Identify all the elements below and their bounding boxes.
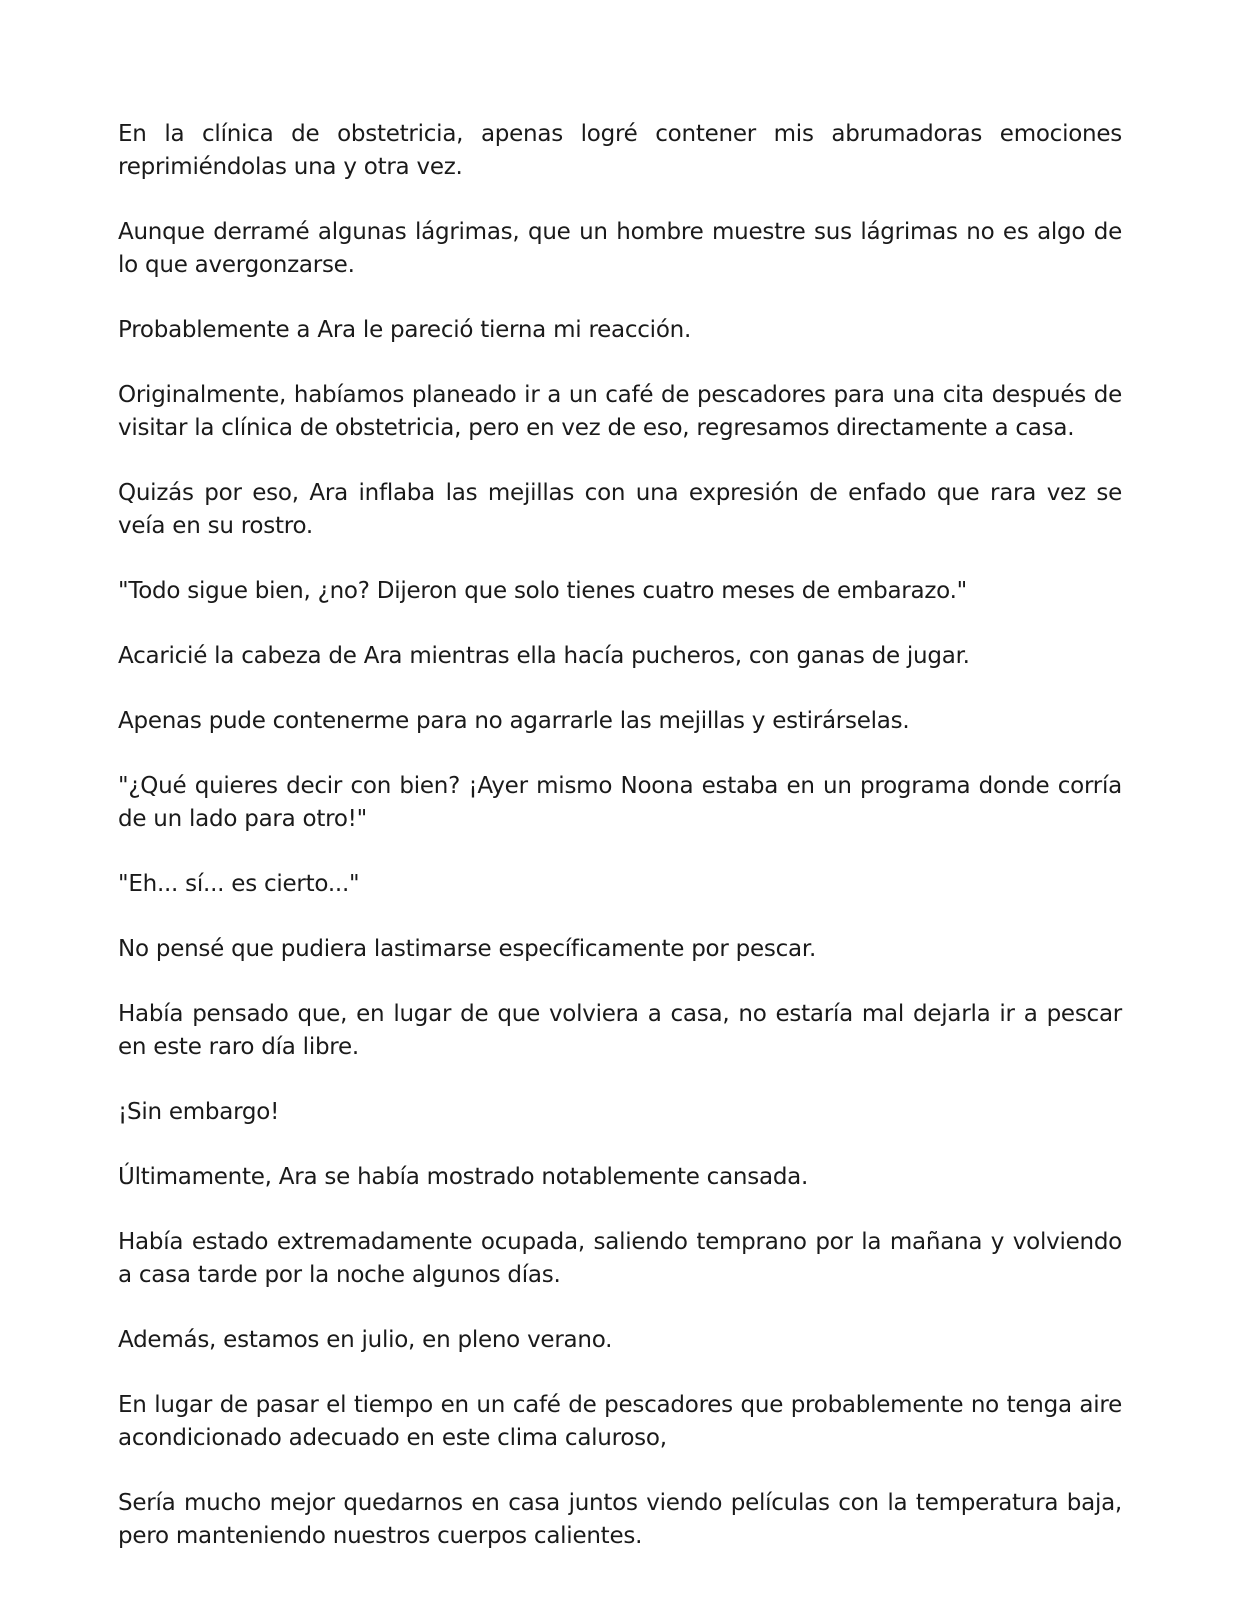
paragraph: Sería mucho mejor quedarnos en casa juntos viendo películas con la temperatura baja, pero manteniendo nuestros cuerpos calientes. [118,1490,1122,1549]
paragraph: Acaricié la cabeza de Ara mientras ella hacía pucheros, con ganas de jugar. [118,643,970,669]
paragraph: Probablemente a Ara le pareció tierna mi reacción. [118,317,692,343]
paragraph: "Eh... sí... es cierto..." [118,871,360,897]
paragraph: No pensé que pudiera lastimarse específicamente por pescar. [118,936,817,962]
paragraph: Originalmente, habíamos planeado ir a un café de pescadores para una cita después de visitar la clínica de obstetricia, pero en vez de eso, regresamos directamente a casa. [118,382,1122,441]
paragraph: En la clínica de obstetricia, apenas logré contener mis abrumadoras emociones reprimiéndolas una y otra vez. [118,121,1122,180]
paragraph: Aunque derramé algunas lágrimas, que un hombre muestre sus lágrimas no es algo de lo que avergonzarse. [118,219,1122,278]
paragraph: Había pensado que, en lugar de que volviera a casa, no estaría mal dejarla ir a pescar en este raro día libre. [118,1001,1122,1060]
paragraph: "¿Qué quieres decir con bien? ¡Ayer mismo Noona estaba en un programa donde corría de un lado para otro!" [118,773,1122,832]
paragraph: En lugar de pasar el tiempo en un café de pescadores que probablemente no tenga aire acondicionado adecuado en este clima caluroso, [118,1392,1122,1451]
paragraph: Había estado extremadamente ocupada, saliendo temprano por la mañana y volviendo a casa tarde por la noche algunos días. [118,1229,1122,1288]
paragraph: ¡Sin embargo! [118,1099,280,1125]
document-body [118,118,1122,1585]
paragraph: Últimamente, Ara se había mostrado notablemente cansada. [118,1164,809,1190]
paragraph: "Todo sigue bien, ¿no? Dijeron que solo tienes cuatro meses de embarazo." [118,578,967,604]
paragraph: Además, estamos en julio, en pleno verano. [118,1327,613,1353]
paragraph: Apenas pude contenerme para no agarrarle las mejillas y estirárselas. [118,708,910,734]
paragraph: Quizás por eso, Ara inflaba las mejillas con una expresión de enfado que rara vez se veía en su rostro. [118,480,1122,539]
